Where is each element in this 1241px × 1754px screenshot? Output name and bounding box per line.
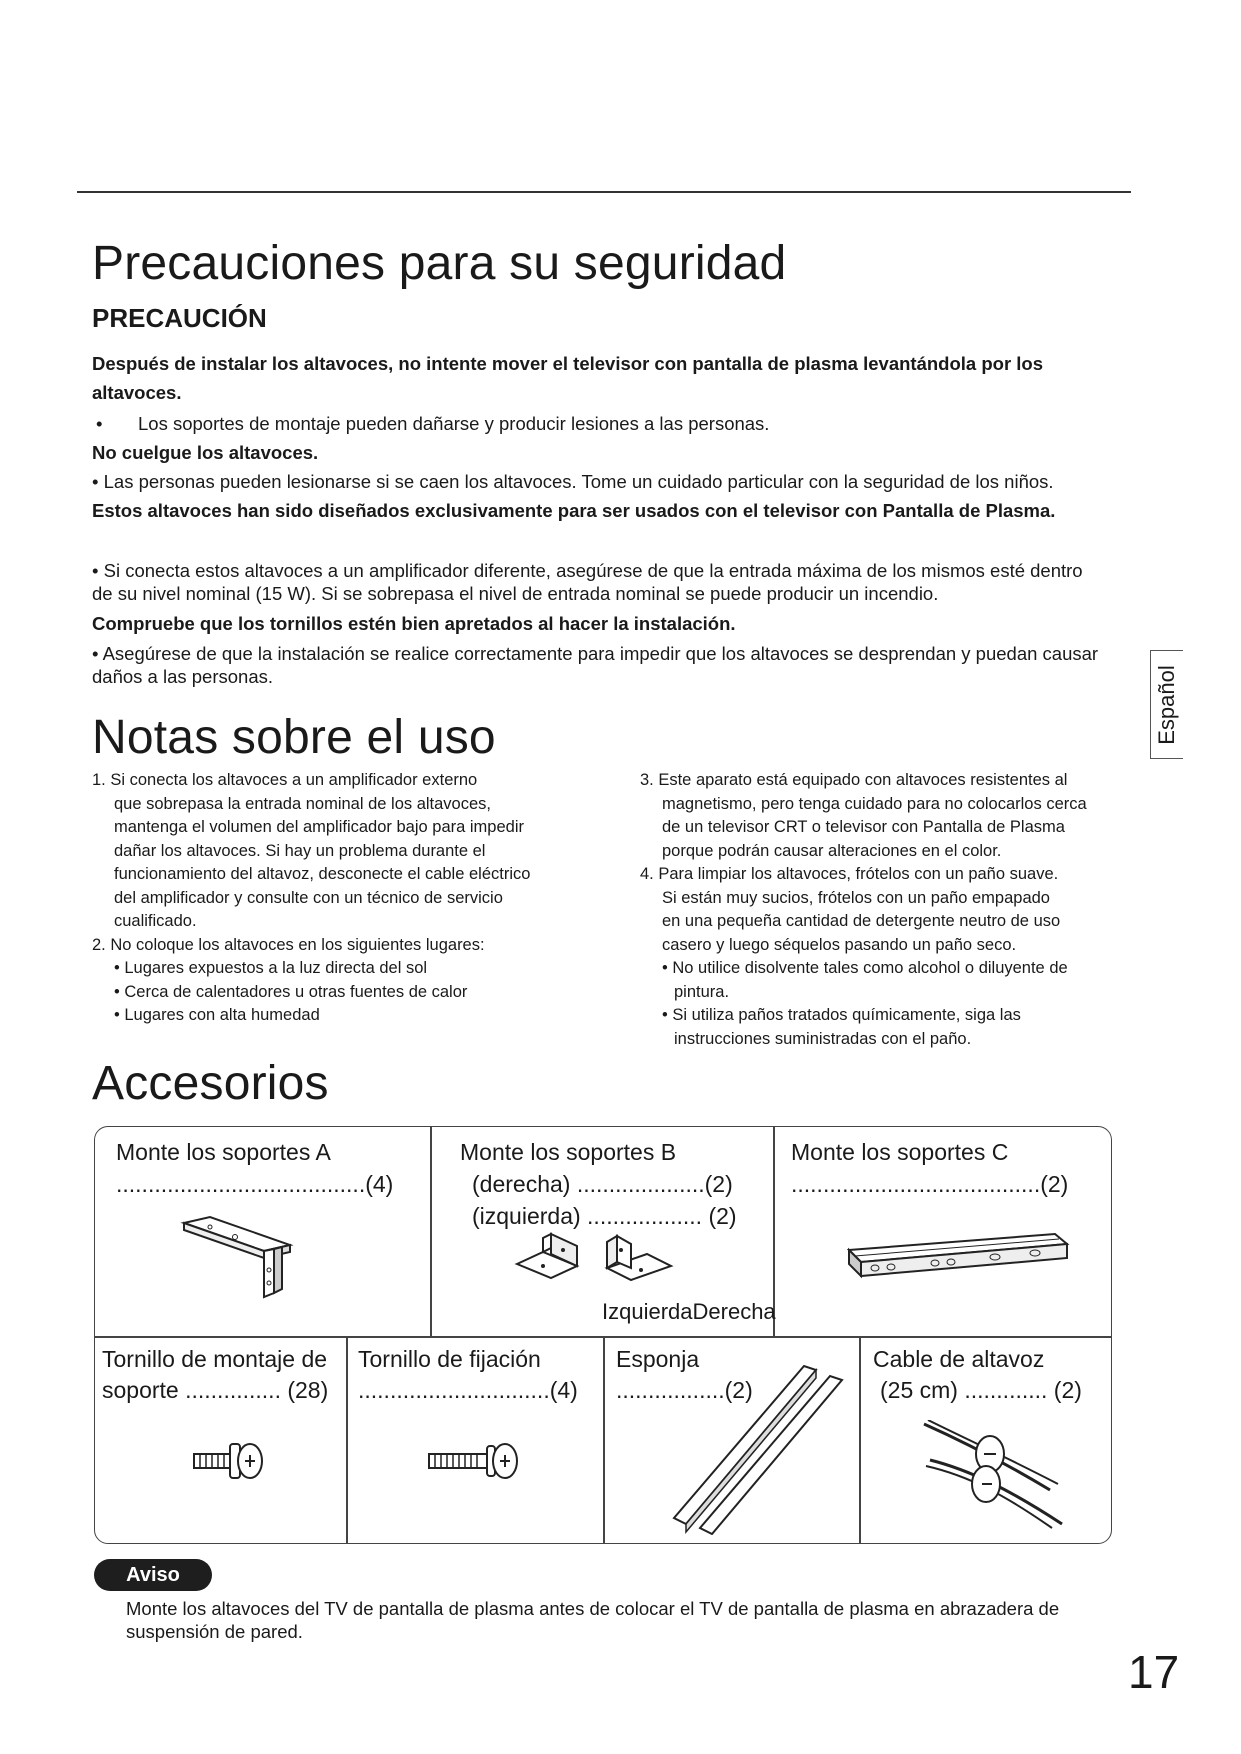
fixing-screw-icon [425,1440,525,1482]
notes-left-line: que sobrepasa la entrada nominal de los altavoces, [114,794,491,813]
screw-fix-name: Tornillo de fijación [358,1346,541,1372]
notes-right-line: en una pequeña cantidad de detergente neutro de uso [662,912,1061,930]
notes-right-line: • No utilice disolvente tales como alcohol o diluyente de [662,959,1068,977]
notes-right-line: Si están muy sucios, frótelos con un paño empapado [662,888,1050,907]
bracket-c-name: Monte los soportes C [791,1139,1009,1165]
notes-right-line: pintura. [674,982,730,1001]
sponge-name: Esponja [616,1346,700,1372]
notes-right-line: de un televisor CRT o televisor con Pantalla de Plasma [662,818,1065,836]
top-rule [77,191,1131,193]
warning-2-text: • Las personas pueden lesionarse si se caen los altavoces. Tome un cuidado particular con la seguridad de los niños. [92,471,1054,492]
bracket-c-qty: .......................................(2) [791,1171,1069,1197]
accessories-title: Accesorios [92,1057,329,1110]
warning-4-text: • Asegúrese de que la instalación se realice correctamente para impedir que los altavoces se desprendan y puedan causar daños a las personas. [92,643,1099,687]
bracket-c-icon [845,1230,1075,1295]
divider [603,1336,605,1543]
notes-right-line: porque podrán causar alteraciones en el color. [662,841,1002,860]
notes-left-line: • Lugares con alta humedad [114,1006,320,1024]
notes-right-column [640,769,1140,1051]
notes-left-line: • Cerca de calentadores u otras fuentes de calor [114,982,468,1001]
bracket-a-qty: .......................................(4) [116,1171,394,1197]
language-tab-label: Español [1154,664,1179,745]
bracket-b-icon [513,1232,683,1302]
sponge-qty: .................(2) [616,1377,753,1403]
notes-left-column [92,769,632,1028]
cable-qty: (25 cm) ............. (2) [880,1377,1082,1403]
notes-left-line: 1. Si conecta los altavoces a un amplificador externo [92,771,478,789]
warning-1: Después de instalar los altavoces, no intente mover el televisor con pantalla de plasma levantándola por los altavoces. [92,353,1044,403]
bracket-b-name: Monte los soportes B [460,1139,677,1165]
divider [430,1127,432,1336]
notes-left-line: cualificado. [114,912,197,930]
warning-3: Estos altavoces han sido diseñados exclusivamente para ser usados con el televisor con Pantalla de Plasma. [92,500,1056,521]
bracket-b-left: (izquierda) .................. (2) [472,1203,737,1229]
notes-right-line: 4. Para limpiar los altavoces, frótelos con un paño suave. [640,865,1059,883]
bracket-a-icon [180,1215,310,1300]
cable-name: Cable de altavoz [873,1346,1045,1372]
notice-text: Monte los altavoces del TV de pantalla de plasma antes de colocar el TV de pantalla de plasma en abrazadera de suspensión de pared. [126,1598,1060,1642]
notes-left-line: funcionamiento del altavoz, desconecte el cable eléctrico [114,865,531,883]
notes-right-line: casero y luego séquelos pasando un paño seco. [662,935,1017,954]
notes-left-line: dañar los altavoces. Si hay un problema durante el [114,841,486,860]
page-number: 17 [1128,1646,1180,1698]
warning-1-bullet: • [96,413,103,434]
notes-right-line: instrucciones suministradas con el paño. [674,1029,972,1048]
warning-3-text: • Si conecta estos altavoces a un amplificador diferente, asegúrese de que la entrada máxima de los mismos esté dentro de su nivel nominal (15 W). Si se sobrepasa el nivel de entrada nominal se puede producir un incendio. [92,560,1083,604]
notes-right-line: magnetismo, pero tenga cuidado para no colocarlos cerca [662,794,1087,813]
notes-left-line: mantenga el volumen del amplificador bajo para impedir [114,818,524,836]
divider [859,1336,861,1543]
bracket-a-name: Monte los soportes A [116,1139,331,1165]
notes-title: Notas sobre el uso [92,711,496,764]
bracket-b-caption: IzquierdaDerecha [602,1299,776,1324]
notes-left-line: 2. No coloque los altavoces en los siguientes lugares: [92,935,485,954]
notice-badge: Aviso [94,1559,212,1591]
divider [346,1336,348,1543]
screw-mount-name: Tornillo de montaje de [102,1346,328,1372]
caution-heading: PRECAUCIÓN [92,303,267,333]
screw-mount-qty: soporte ............... (28) [102,1377,329,1403]
notes-left-line: • Lugares expuestos a la luz directa del sol [114,959,428,977]
bracket-b-right: (derecha) ....................(2) [472,1171,733,1197]
language-tab [1150,650,1183,759]
notes-right-line: • Si utiliza paños tratados químicamente, siga las [662,1006,1021,1024]
safety-title: Precauciones para su seguridad [92,237,787,290]
notes-right-line: 3. Este aparato está equipado con altavoces resistentes al [640,771,1068,789]
warning-2: No cuelgue los altavoces. [92,442,319,463]
warning-4: Compruebe que los tornillos estén bien apretados al hacer la instalación. [92,613,736,634]
screw-fix-qty: ..............................(4) [358,1377,578,1403]
mounting-screw-icon [190,1440,270,1482]
notes-left-line: del amplificador y consulte con un técnico de servicio [114,888,503,907]
speaker-cable-icon [920,1420,1070,1530]
sponge-icon [670,1360,850,1535]
warning-1-text: Los soportes de montaje pueden dañarse y producir lesiones a las personas. [138,413,770,434]
